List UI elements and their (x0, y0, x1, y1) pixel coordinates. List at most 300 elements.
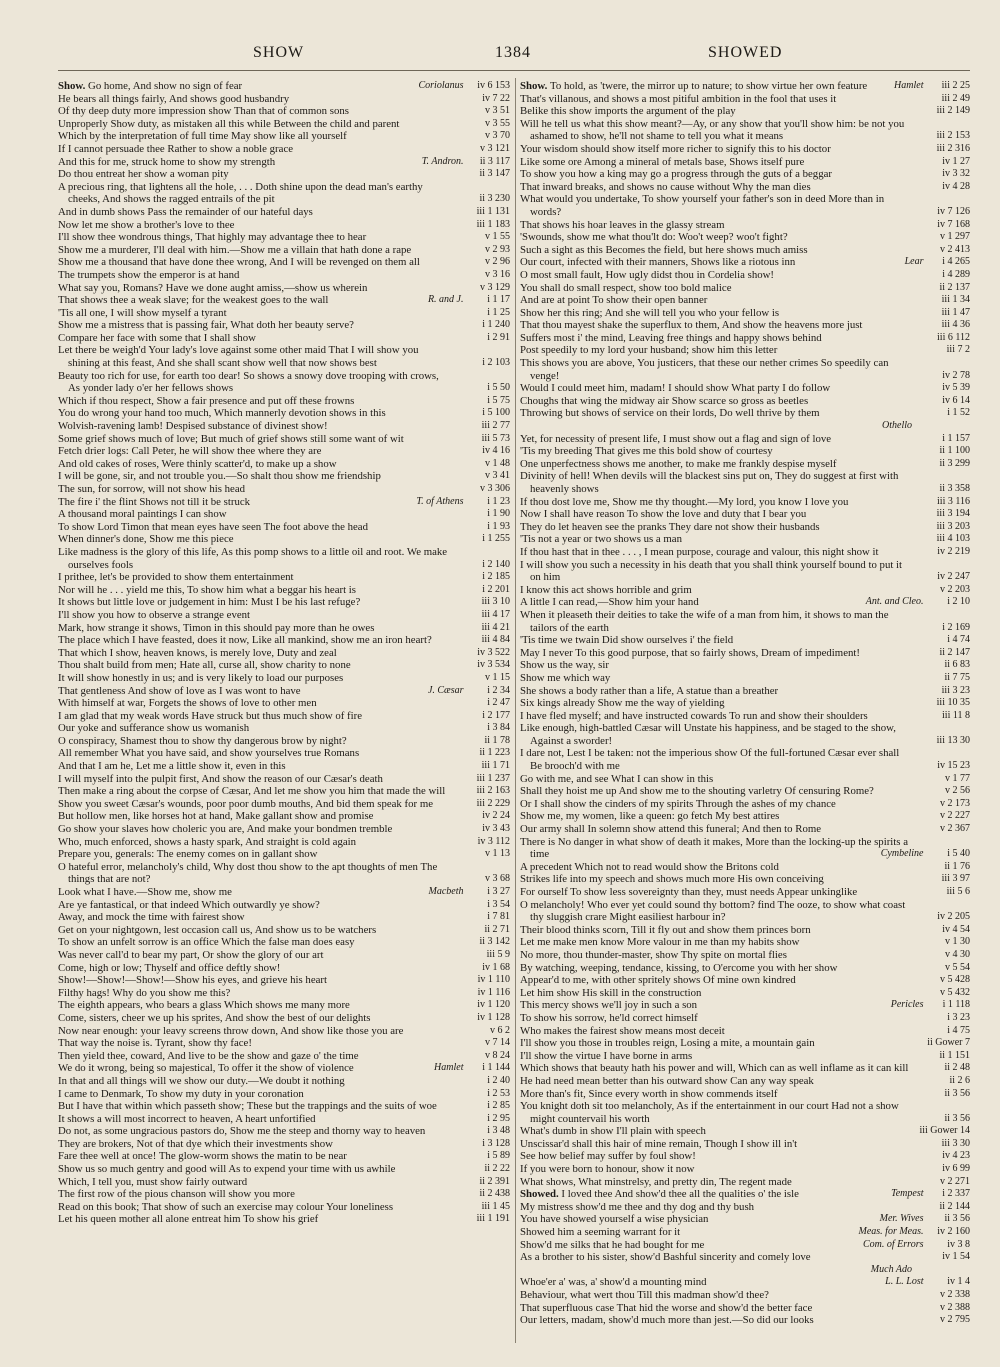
act-scene-line: iv 5 39 (942, 382, 970, 394)
concordance-entry (520, 1150, 970, 1163)
citation (865, 596, 970, 609)
citation (936, 269, 970, 282)
quotation-text: More than's fit, Since every worth in show commends itself (520, 1087, 778, 1100)
concordance-entry (58, 1125, 510, 1138)
act-scene-line: ii 3 230 (479, 193, 510, 205)
quotation-text: Show!—Show!—Show!—Show his eyes, and grieve his heart (58, 974, 327, 987)
act-scene-line: i 2 85 (487, 1100, 510, 1112)
citation (936, 773, 970, 786)
citation (476, 282, 510, 295)
citation (476, 193, 510, 206)
quotation-text: Let me make men know More valour in me than my habits show (520, 936, 800, 949)
citation (936, 987, 970, 1000)
citation (936, 282, 970, 295)
act-scene-line: iii 2 163 (476, 785, 510, 797)
concordance-entry (58, 433, 510, 446)
citation (936, 886, 970, 899)
quotation-text: You shall do small respect, show too bold malice (520, 281, 732, 294)
citation (879, 1213, 970, 1226)
citation (476, 433, 510, 446)
citation (936, 1163, 970, 1176)
concordance-entry (520, 949, 970, 962)
concordance-entry (58, 395, 510, 408)
citation (476, 168, 510, 181)
concordance-entry (58, 1100, 510, 1113)
concordance-entry (58, 886, 510, 899)
citation (476, 143, 510, 156)
concordance-entry (520, 647, 970, 660)
citation (936, 168, 970, 181)
quotation-text: In that and all things will we show our duty.—We doubt it nothing (58, 1074, 345, 1087)
act-scene-line: ii 3 56 (944, 1213, 970, 1225)
concordance-entry (520, 609, 970, 634)
concordance-entry (58, 798, 510, 811)
act-scene-line: iii 5 9 (486, 948, 510, 960)
act-scene-line: i 2 53 (487, 1087, 510, 1099)
citation (936, 458, 970, 471)
concordance-entry (520, 886, 970, 899)
quotation-text: Or I shall show the cinders of my spirits Through the ashes of my chance (520, 797, 836, 810)
act-scene-line: v 2 93 (485, 243, 510, 255)
act-scene-line: iv 6 153 (477, 80, 510, 91)
act-scene-line: i 1 90 (487, 508, 510, 520)
concordance-entry (58, 622, 510, 635)
citation (936, 911, 970, 924)
concordance-entry (58, 219, 510, 232)
citation (434, 1062, 510, 1075)
citation (936, 873, 970, 886)
citation (936, 974, 970, 987)
act-scene-line: v 3 306 (480, 483, 510, 494)
citation (936, 143, 970, 156)
act-scene-line: iv 7 22 (482, 92, 510, 104)
citation (936, 156, 970, 169)
concordance-entry (58, 483, 510, 496)
citation (936, 370, 970, 383)
quotation-text: I'll show you those in troubles reign, Losing a mite, a mountain gain (520, 1037, 815, 1050)
quotation-text: To show you how a king may go a progress through the guts of a beggar (520, 168, 832, 181)
quotation-text: Now near enough: your leavy screens throw down, And show like those you are (58, 1024, 404, 1037)
citation (936, 697, 970, 710)
concordance-entry (58, 256, 510, 269)
citation (936, 433, 970, 446)
quotation-text: Look what I have.—Show me, show me (58, 886, 232, 898)
quotation-text: Which by the interpretation of full time May show like all yourself (58, 130, 347, 143)
act-scene-line: i 5 50 (487, 382, 510, 394)
quotation-text: Away, and mock the time with fairest show (58, 911, 245, 924)
citation (936, 1176, 970, 1189)
concordance-entry (520, 508, 970, 521)
concordance-entry (58, 1163, 510, 1176)
citation (476, 836, 510, 849)
quotation-text: Unscissar'd shall this hair of mine remain, Though I show ill in't (520, 1137, 798, 1150)
act-scene-line: iii 2 229 (476, 797, 510, 809)
quotation-text: I know this act shows horrible and grim (520, 583, 692, 596)
quotation-text: I will be gone, sir, and not trouble you.—So shalt thou show me friendship (58, 470, 381, 483)
quotation-text: Then make a ring about the corpse of Cæsar, And let me show you him that made the will (58, 785, 446, 798)
citation (476, 118, 510, 131)
dictionary-page (58, 0, 970, 1367)
quotation-text: Yet, for necessity of present life, I must show out a flag and sign of love (520, 432, 832, 445)
quotation-text: I will show you such a necessity in his death that you shall think yourself bound to put it on him (520, 558, 903, 584)
citation (936, 785, 970, 798)
act-scene-line: i 1 240 (482, 319, 510, 331)
quotation-text: To show his sorrow, he'ld correct himself (520, 1011, 698, 1024)
quotation-text: Divinity of hell! When devils will the blackest sins put on, They do suggest at first with heavenly shows (520, 470, 899, 495)
citation (476, 584, 510, 597)
act-scene-line: iii 5 6 (946, 886, 970, 897)
quotation-text: Their blood thinks scorn, Till it fly out and show them princes born (520, 923, 811, 936)
citation (927, 1037, 970, 1050)
concordance-entry (520, 1176, 970, 1189)
quotation-text: Appear'd to me, with other spritely shows Of mine own kindred (520, 974, 796, 987)
concordance-entry (520, 584, 970, 597)
concordance-entry (58, 911, 510, 924)
quotation-text: He bears all things fairly, And shows good husbandry (58, 92, 290, 105)
citation (863, 1238, 970, 1252)
citation (936, 521, 970, 534)
citation (936, 382, 970, 395)
citation (476, 697, 510, 710)
concordance-entry (520, 999, 970, 1012)
concordance-entry (520, 710, 970, 723)
act-scene-line: i 2 40 (487, 1074, 510, 1086)
headword: Showed. (520, 1188, 562, 1201)
quotation-text: Our court, infected with their manners, Shows like a riotous inn (520, 256, 796, 269)
act-scene-line: iii 1 237 (476, 772, 510, 784)
citation (476, 1150, 510, 1163)
quotation-text: Beauty too rich for use, for earth too dear! So shows a snowy dove trooping with crows, As yonder lady o'er her fellows shows (58, 369, 439, 395)
act-scene-line: iv 3 43 (482, 823, 510, 835)
quotation-text: Show me a thousand that have done thee wrong, And I will be revenged on them all (58, 256, 420, 269)
act-scene-line: ii 1 151 (939, 1049, 970, 1061)
concordance-entry (58, 420, 510, 433)
act-scene-line: iv 1 68 (482, 961, 510, 973)
citation (476, 1025, 510, 1038)
quotation-text: Belike this show imports the argument of the play (520, 105, 736, 118)
act-scene-line: i 2 177 (482, 709, 510, 721)
concordance-entry (58, 584, 510, 597)
concordance-entry (58, 307, 510, 320)
act-scene-line: ii 2 22 (484, 1163, 510, 1175)
act-scene-line: iv 2 247 (937, 571, 970, 583)
concordance-entry (520, 181, 970, 194)
act-scene-line: v 3 68 (485, 873, 510, 885)
act-scene-line: i 3 128 (482, 1137, 510, 1149)
play-title: Hamlet (434, 1062, 466, 1074)
citation (936, 1138, 970, 1151)
quotation-text: Let there be weigh'd Your lady's love against some other maid That I will show you shining at this feast, And she shall scant show well that now shows best (58, 344, 419, 370)
act-scene-line: i 2 185 (482, 571, 510, 583)
concordance-entry (58, 634, 510, 647)
act-scene-line: i 1 157 (942, 432, 970, 444)
act-scene-line: ii 1 78 (484, 734, 510, 746)
quotation-text: Show me a mistress that is passing fair, What doth her beauty serve? (58, 319, 354, 332)
citation (885, 1276, 970, 1289)
citation (936, 508, 970, 521)
citation (936, 181, 970, 194)
citation (476, 596, 510, 609)
concordance-entry (520, 382, 970, 395)
act-scene-line: i 3 23 (947, 1011, 970, 1023)
concordance-entry (520, 697, 970, 710)
right-column (520, 80, 970, 1355)
act-scene-line: iii 10 35 (936, 697, 970, 709)
quotation-text: What's dumb in show I'll plain with speech (520, 1125, 706, 1138)
concordance-entry (58, 181, 510, 206)
concordance-entry (58, 344, 510, 369)
concordance-entry (58, 1025, 510, 1038)
quotation-text: The sun, for sorrow, will not show his head (58, 483, 246, 495)
act-scene-line: v 3 51 (485, 105, 510, 117)
act-scene-line: iv 2 219 (937, 545, 970, 557)
concordance-entry (58, 1062, 510, 1075)
quotation-text: One unperfectness shows me another, to make me frankly despise myself (520, 457, 837, 470)
quotation-text: A little I can read,—Show him your hand (520, 596, 699, 609)
quotation-text: You do wrong your hand too much, Which mannerly devotion shows in this (58, 407, 386, 420)
citation (476, 332, 510, 345)
quotation-text: This mercy shows we'll joy in such a son (520, 999, 698, 1012)
act-scene-line: i 1 255 (482, 533, 510, 545)
quotation-text: I prithee, let's be provided to show them entertainment (58, 571, 294, 584)
concordance-entry (520, 496, 970, 509)
concordance-entry (58, 1012, 510, 1025)
act-scene-line: iii 5 73 (481, 432, 510, 444)
citation (936, 962, 970, 975)
concordance-entry (520, 168, 970, 181)
citation (936, 810, 970, 823)
act-scene-line: ii 2 438 (479, 1188, 510, 1200)
concordance-entry (58, 735, 510, 748)
citation (936, 219, 970, 232)
act-scene-line: i 4 265 (942, 256, 970, 268)
citation (936, 1075, 970, 1088)
quotation-text: That shows his hoar leaves in the glassy stream (520, 218, 725, 231)
quotation-text: That's villanous, and shows a most pitiful ambition in the fool that uses it (520, 92, 837, 105)
citation (936, 735, 970, 748)
citation (476, 407, 510, 420)
play-title: Cymbeline (880, 848, 926, 860)
quotation-text: Our letters, madam, show'd much more than jest.—So did our looks (520, 1314, 814, 1327)
act-scene-line: iv 2 78 (942, 369, 970, 381)
concordance-entry (58, 1150, 510, 1163)
quotation-text: Which shows that beauty hath his power and will, Which can as well inflame as it can kill (520, 1062, 909, 1075)
citation (936, 307, 970, 320)
citation (936, 1150, 970, 1163)
citation (476, 911, 510, 924)
act-scene-line: iii 4 21 (481, 621, 510, 633)
citation (476, 508, 510, 521)
concordance-entry (520, 1062, 970, 1075)
act-scene-line: i 4 289 (942, 268, 970, 280)
concordance-entry (58, 987, 510, 1000)
citation (936, 584, 970, 597)
quotation-text: As a brother to his sister, show'd Bashful sincerity and comely love (520, 1251, 811, 1264)
concordance-entry (520, 143, 970, 156)
quotation-text: But I have that within which passeth show; These but the trappings and the suits of woe (58, 1100, 437, 1113)
citation (476, 722, 510, 735)
concordance-entry (520, 747, 970, 772)
quotation-text: Our yoke and sufferance show us womanish (58, 722, 250, 735)
quotation-text: The place which I have feasted, does it now, Like all mankind, show me an iron heart? (58, 634, 432, 647)
citation (936, 407, 970, 420)
concordance-entry (58, 974, 510, 987)
act-scene-line: v 5 432 (940, 986, 970, 998)
concordance-entry (58, 533, 510, 546)
citation (936, 332, 970, 345)
quotation-text: Such a sight as this Becomes the field, but here shows much amiss (520, 243, 808, 256)
concordance-entry (58, 319, 510, 332)
act-scene-line: v 3 16 (485, 268, 510, 280)
quotation-text: Whoe'er a' was, a' show'd a mounting mind (520, 1276, 707, 1289)
act-scene-line: iv 3 522 (477, 646, 510, 658)
quotation-text: The first row of the pious chanson will show you more (58, 1188, 295, 1201)
quotation-text: Was never call'd to bear my part, Or show the glory of our art (58, 948, 324, 961)
quotation-text: This shows you are above, You justicers, that these our nether crimes So speedily can venge! (520, 357, 889, 382)
concordance-entry (58, 999, 510, 1012)
concordance-entry (520, 1163, 970, 1176)
quotation-text: Let his queen mother all alone entreat him To show his grief (58, 1213, 319, 1226)
quotation-text: Six kings already Show me the way of yielding (520, 697, 725, 710)
quotation-text: The eighth appears, who bears a glass Which shows me many more (58, 999, 350, 1012)
concordance-entry (520, 1075, 970, 1088)
concordance-entry (520, 1226, 970, 1239)
concordance-entry (520, 1314, 970, 1327)
citation (936, 105, 970, 118)
quotation-text: Read on this book; That show of such an exercise may colour Your loneliness (58, 1200, 394, 1213)
act-scene-line: i 2 47 (487, 697, 510, 709)
act-scene-line: i 2 103 (482, 357, 510, 369)
play-title: J. Cæsar (427, 684, 466, 696)
act-scene-line: i 1 144 (482, 1062, 510, 1074)
quotation-text: Show us the way, sir (520, 659, 609, 672)
quotation-text: Unproperly Show duty, as mistaken all this while Between the child and parent (58, 117, 400, 130)
citation (476, 1075, 510, 1088)
concordance-entry (58, 1188, 510, 1201)
quotation-text: There is No danger in what show of death it makes, More than the locking-up the spirits a time (520, 835, 908, 861)
concordance-entry (58, 722, 510, 735)
act-scene-line: v 3 55 (485, 117, 510, 129)
concordance-entry (58, 1138, 510, 1151)
quotation-text: That which I show, heaven knows, is merely love, Duty and zeal (58, 646, 337, 659)
citation (476, 798, 510, 811)
citation (416, 495, 510, 509)
citation (936, 496, 970, 509)
concordance-entry (520, 810, 970, 823)
act-scene-line: iv 2 24 (482, 810, 510, 822)
citation (476, 949, 510, 962)
quotation-text: I'll show thee wondrous things, That highly may advantage thee to hear (58, 231, 367, 244)
quotation-text: The trumpets show the emperor is at hand (58, 268, 240, 281)
act-scene-line: v 1 30 (945, 936, 970, 948)
quotation-text: Who, much enforced, shows a hasty spark, And straight is cold again (58, 835, 357, 848)
act-scene-line: iii 4 84 (481, 634, 510, 646)
concordance-entry (58, 332, 510, 345)
concordance-entry (520, 256, 970, 269)
concordance-entry (58, 1037, 510, 1050)
concordance-entry (520, 244, 970, 257)
concordance-entry (520, 773, 970, 786)
act-scene-line: iii 3 116 (937, 495, 970, 507)
play-title: R. and J. (427, 294, 466, 306)
act-scene-line: ii 3 56 (944, 1087, 970, 1099)
act-scene-line: iv 4 28 (942, 180, 970, 192)
quotation-text: That shows thee a weak slave; for the weakest goes to the wall (58, 294, 329, 307)
quotation-text: He had need mean better than his outward show Can any way speak (520, 1074, 814, 1087)
concordance-entry (520, 470, 970, 495)
act-scene-line: v 2 795 (940, 1314, 970, 1326)
play-title: Ant. and Cleo. (865, 596, 926, 608)
citation (476, 93, 510, 106)
citation (936, 659, 970, 672)
play-title: Com. of Errors (863, 1238, 926, 1250)
citation (936, 546, 970, 559)
quotation-text: Behaviour, what wert thou Till this madman show'd thee? (520, 1289, 769, 1301)
play-title: Pericles (890, 999, 926, 1011)
concordance-entry (58, 282, 510, 295)
quotation-text: I'll show the virtue I have borne in arms (520, 1049, 693, 1062)
citation (476, 357, 510, 370)
act-scene-line: i 4 74 (947, 634, 970, 646)
play-title-row (520, 1264, 970, 1277)
citation (936, 533, 970, 546)
concordance-entry (58, 118, 510, 131)
citation (476, 1100, 510, 1113)
act-scene-line: iv 1 27 (942, 155, 970, 167)
quotation-text: To show Lord Timon that mean eyes have seen The foot above the head (58, 520, 368, 533)
act-scene-line: iv 3 8 (947, 1238, 970, 1250)
concordance-entry (520, 1302, 970, 1315)
act-scene-line: v 3 121 (480, 142, 510, 154)
citation (476, 823, 510, 836)
left-column (58, 80, 510, 1355)
citation (936, 685, 970, 698)
citation (476, 533, 510, 546)
act-scene-line: iii 11 8 (942, 709, 970, 721)
concordance-entry (58, 836, 510, 849)
concordance-entry (58, 810, 510, 823)
quotation-text: Go show your slaves how choleric you are, And make your bondmen tremble (58, 823, 393, 836)
citation (936, 823, 970, 836)
act-scene-line: i 2 34 (487, 684, 510, 696)
citation (476, 105, 510, 118)
quotation-text: And old cakes of roses, Were thinly scatter'd, to make up a show (58, 457, 337, 470)
act-scene-line: i 2 10 (947, 596, 970, 608)
quotation-text: Show me, my women, like a queen: go fetch My best attires (520, 810, 780, 823)
quotation-text: 'Tis not a year or two shows us a man (520, 533, 682, 546)
citation (427, 684, 510, 698)
concordance-entry (520, 1213, 970, 1226)
play-title: Othello (882, 420, 912, 432)
act-scene-line: iv 1 128 (477, 1011, 510, 1023)
concordance-entry (58, 685, 510, 698)
quotation-text: And this for me, struck home to show my strength (58, 155, 276, 168)
citation (476, 244, 510, 257)
quotation-text: If you were born to honour, show it now (520, 1163, 695, 1176)
citation (476, 1125, 510, 1138)
citation (476, 622, 510, 635)
concordance-entry (520, 899, 970, 924)
citation (936, 1314, 970, 1327)
concordance-entry (58, 269, 510, 282)
citation (421, 155, 510, 169)
concordance-entry (58, 470, 510, 483)
act-scene-line: v 1 297 (940, 231, 970, 243)
citation (476, 256, 510, 269)
concordance-entry (520, 873, 970, 886)
headword: Show. (520, 80, 551, 92)
play-title: Hamlet (894, 80, 926, 91)
